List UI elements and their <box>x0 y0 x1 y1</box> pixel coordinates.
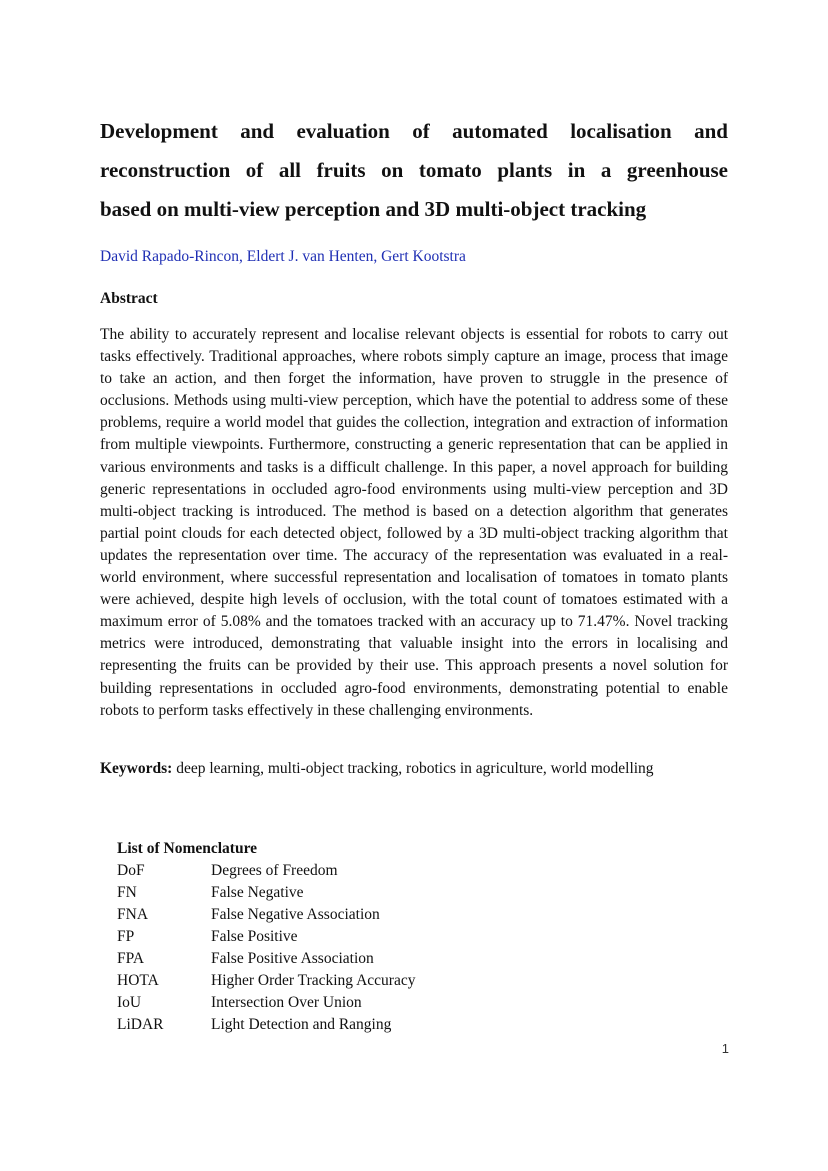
abstract-text: The ability to accurately represent and localise relevant objects is essential for robots to carry out tasks effectively. Traditional approaches, where robots simply capture an image, process that image to take an action, and then forget the information, have proven to struggle in the presence of occlusions. Methods using multi-view perception, which have the potential to address some of these problems, require a world model that guides the collection, integration and extraction of information from multiple viewpoints. Furthermore, constructing a generic representation that can be applied in various environments and tasks is a difficult challenge. In this paper, a novel approach for building generic representations in occluded agro-food environments using multi-view perception and 3D multi-object tracking is introduced. The method is based on a detection algorithm that generates partial point clouds for each detected object, followed by a 3D multi-object tracking algorithm that updates the representation over time. The accuracy of the representation was evaluated in a real-world environment, where successful representation and localisation of tomatoes in tomato plants were achieved, despite high levels of occlusion, with the total count of tomatoes estimated with a maximum error of 5.08% and the tomatoes tracked with an accuracy up to 71.47%. Novel tracking metrics were introduced, demonstrating that valuable insight into the errors in localising and representing the fruits can be provided by their use. This approach presents a novel solution for building representations in occluded agro-food environments, demonstrating potential to enable robots to perform tasks effectively in these challenging environments. <box>100 326 728 719</box>
nomenclature-row <box>117 926 517 948</box>
nomenclature-row <box>117 904 517 926</box>
title-line-3: based on multi-view perception and 3D multi-object tracking <box>100 197 647 221</box>
nomenclature-abbr: FP <box>117 928 135 945</box>
title-line-1: Development and evaluation of automated localisation and <box>100 119 728 143</box>
nomenclature-definition: Degrees of Freedom <box>211 862 338 879</box>
nomenclature-definition: False Negative <box>211 884 304 901</box>
keywords-label: Keywords: <box>100 760 173 777</box>
nomenclature-abbr: LiDAR <box>117 1016 164 1033</box>
nomenclature-abbr: HOTA <box>117 972 159 989</box>
nomenclature-abbr: FNA <box>117 906 149 923</box>
nomenclature-definition: Higher Order Tracking Accuracy <box>211 972 416 989</box>
abstract-heading: Abstract <box>100 290 158 307</box>
paper-title <box>100 112 728 229</box>
nomenclature-definition: False Positive <box>211 928 298 945</box>
nomenclature-definition: Intersection Over Union <box>211 994 362 1011</box>
nomenclature-row <box>117 992 517 1014</box>
nomenclature-abbr: FPA <box>117 950 145 967</box>
nomenclature-row <box>117 970 517 992</box>
keywords <box>100 760 654 778</box>
page-number: 1 <box>721 1041 729 1056</box>
keywords-text: deep learning, multi-object tracking, robotics in agriculture, world modelling <box>172 760 654 777</box>
nomenclature-list <box>117 838 517 1036</box>
nomenclature-abbr: IoU <box>117 994 142 1011</box>
nomenclature-title: List of Nomenclature <box>117 840 258 857</box>
nomenclature-row <box>117 948 517 970</box>
nomenclature-abbr: FN <box>117 884 137 901</box>
nomenclature-abbr: DoF <box>117 862 145 879</box>
nomenclature-definition: Light Detection and Ranging <box>211 1016 392 1033</box>
nomenclature-definition: False Negative Association <box>211 906 380 923</box>
author-list[interactable]: David Rapado-Rincon, Eldert J. van Henten, Gert Kootstra <box>100 248 466 265</box>
nomenclature-row <box>117 1014 517 1036</box>
nomenclature-row <box>117 860 517 882</box>
nomenclature-row <box>117 882 517 904</box>
nomenclature-definition: False Positive Association <box>211 950 374 967</box>
title-line-2: reconstruction of all fruits on tomato plants in a greenhouse <box>100 158 728 182</box>
